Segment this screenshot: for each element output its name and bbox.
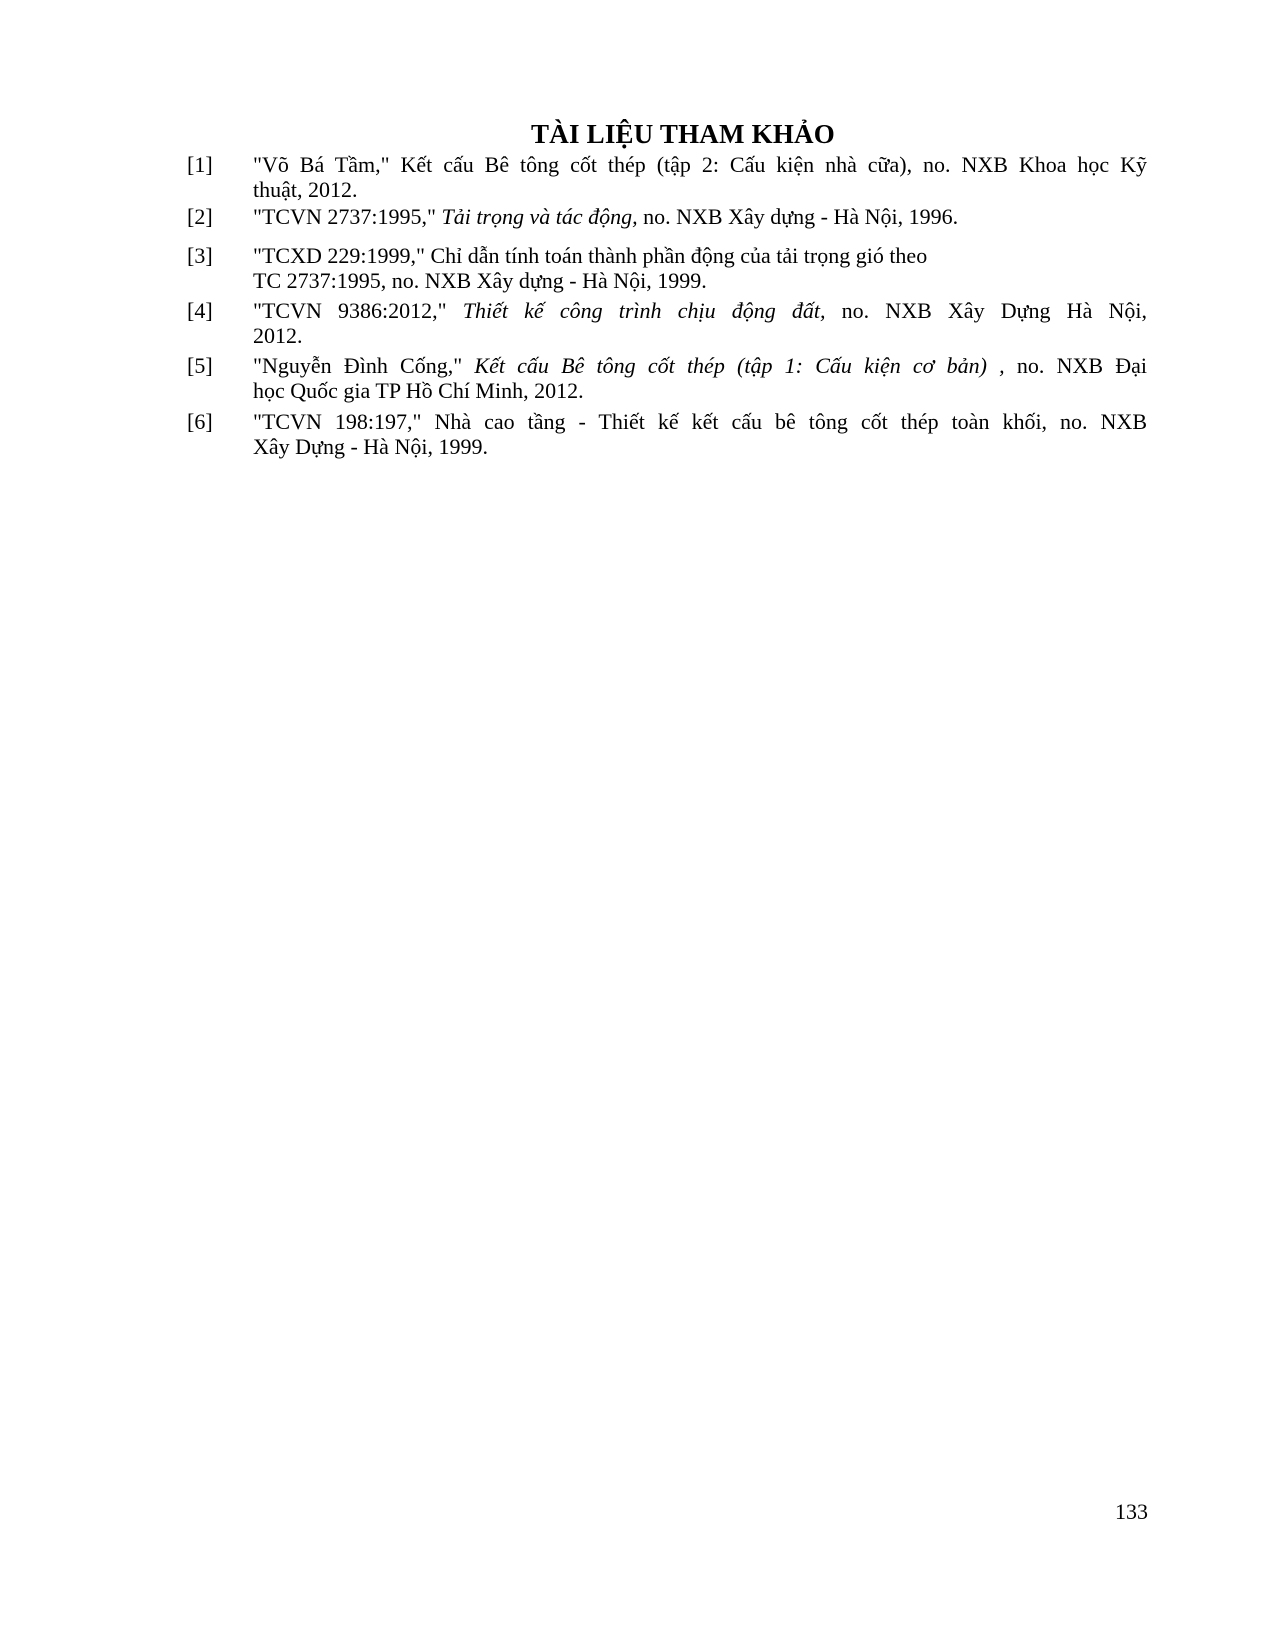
reference-line (253, 204, 1147, 229)
page-title: TÀI LIỆU THAM KHẢO (531, 119, 835, 149)
reference-line: "Võ Bá Tầm," Kết cấu Bê tông cốt thép (tập 2: Cấu kiện nhà cữa), no. NXB Khoa học Kỹ (253, 152, 1147, 177)
reference-line: TC 2737:1995, no. NXB Xây dựng - Hà Nội, 1999. (253, 268, 707, 293)
reference-number: [2] (187, 204, 213, 229)
reference-publisher: no. NXB Đại (1004, 353, 1148, 378)
reference-publisher: no. NXB Xây dựng - Hà Nội, 1996. (637, 204, 959, 229)
reference-line (253, 298, 1147, 323)
reference-line: Xây Dựng - Hà Nội, 1999. (253, 434, 488, 459)
reference-text (253, 353, 1147, 403)
reference-author: "TCVN 2737:1995," (253, 204, 442, 229)
reference-title: Thiết kế công trình chịu động đất, (462, 298, 826, 323)
reference-title: Tải trọng và tác động, (441, 204, 638, 229)
reference-line: "TCVN 198:197," Nhà cao tầng - Thiết kế kết cấu bê tông cốt thép toàn khối, no. NXB (253, 409, 1147, 434)
reference-publisher: no. NXB Xây Dựng Hà Nội, (825, 298, 1147, 323)
reference-number: [4] (187, 298, 213, 323)
reference-number: [6] (187, 409, 213, 434)
reference-text (253, 243, 1147, 293)
reference-line: học Quốc gia TP Hồ Chí Minh, 2012. (253, 378, 584, 403)
reference-title: Kết cấu Bê tông cốt thép (tập 1: Cấu kiện cơ bản) , (474, 353, 1005, 378)
reference-line (253, 353, 1147, 378)
reference-text (253, 152, 1147, 202)
reference-text (253, 204, 1147, 229)
reference-line: "TCXD 229:1999," Chỉ dẫn tính toán thành phần động của tải trọng gió theo (253, 243, 928, 268)
reference-number: [3] (187, 243, 213, 268)
page-number: 133 (1115, 1499, 1148, 1524)
reference-number: [1] (187, 152, 213, 177)
reference-author: "TCVN 9386:2012," (253, 298, 463, 323)
reference-number: [5] (187, 353, 213, 378)
reference-text (253, 409, 1147, 459)
reference-author: "Nguyễn Đình Cống," (253, 353, 475, 378)
reference-line: thuật, 2012. (253, 177, 358, 202)
reference-line: 2012. (253, 323, 303, 348)
reference-text (253, 298, 1147, 348)
